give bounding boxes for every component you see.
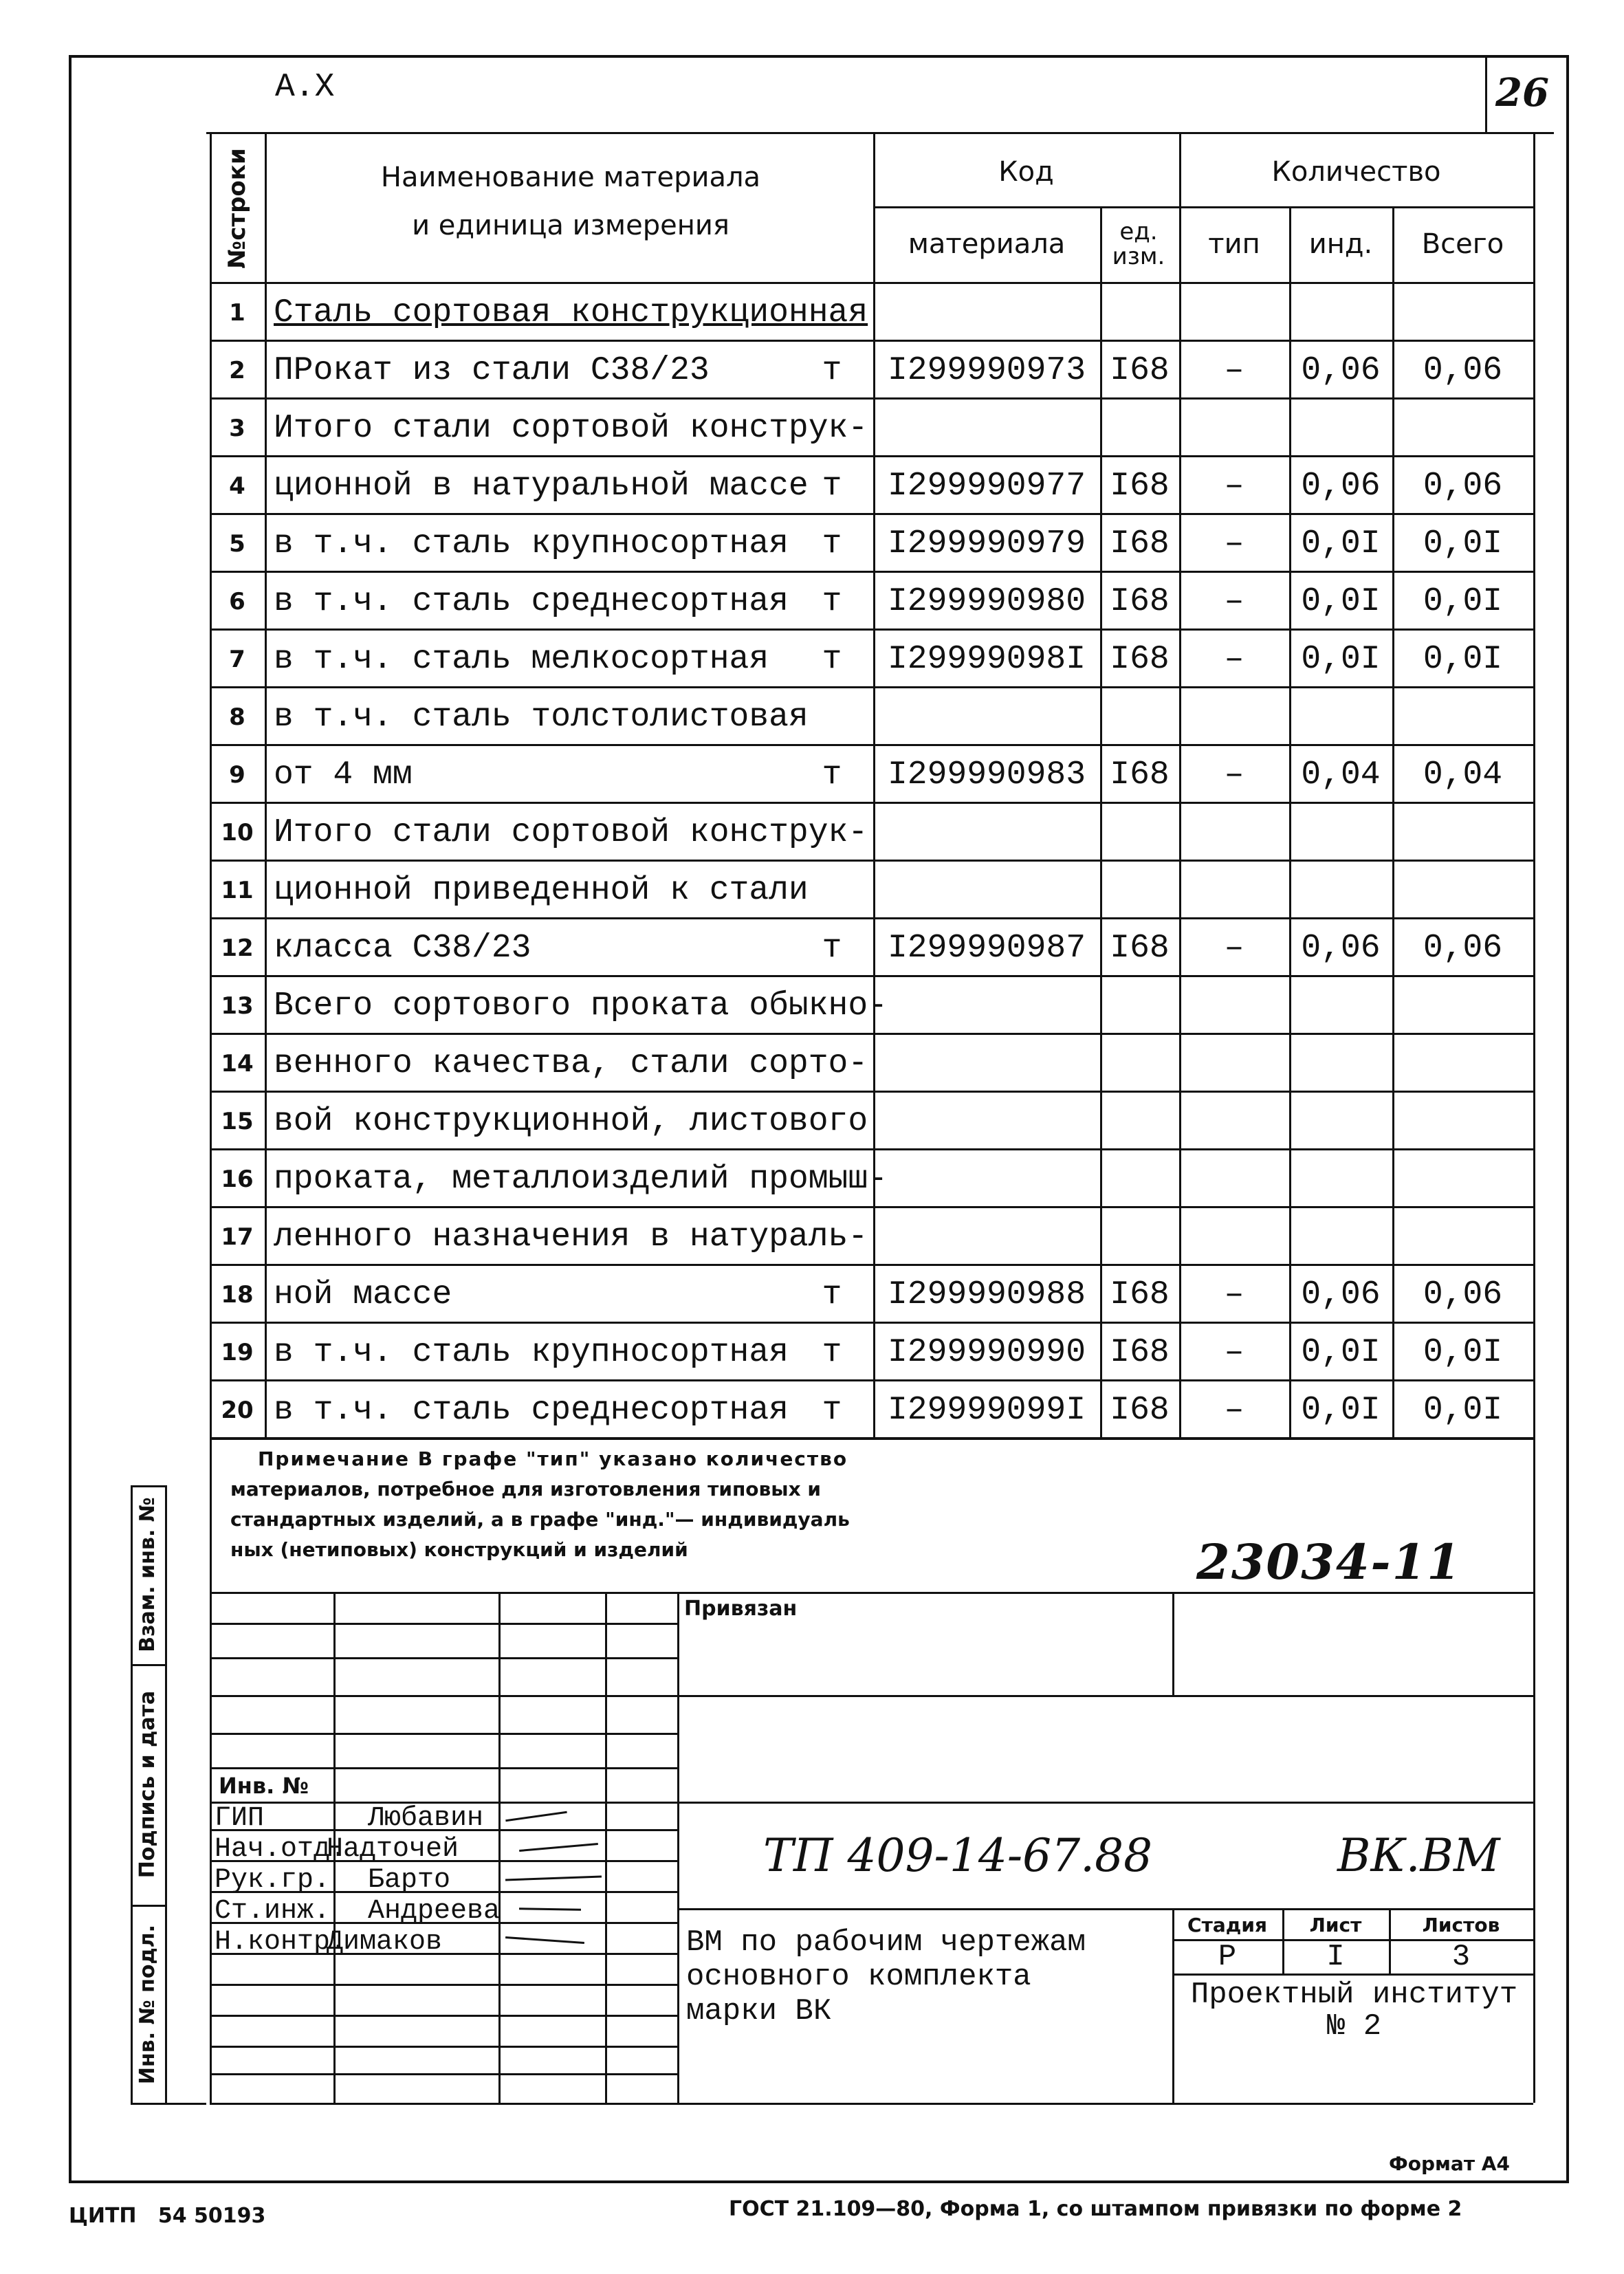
row-unit: т (822, 641, 842, 678)
row-divider (210, 571, 1533, 573)
row-unit: т (822, 525, 842, 562)
row-qty-type: – (1224, 641, 1244, 678)
stage-label: Стадия (1187, 1913, 1267, 1936)
row-unit-code: I68 (1110, 525, 1170, 562)
row-divider (210, 686, 1533, 688)
side-bottom-line (131, 2103, 206, 2105)
row-number: 18 (221, 1281, 254, 1309)
row-divider (210, 628, 1533, 631)
row-number: 15 (221, 1108, 254, 1135)
stamp-grid-line (210, 1733, 677, 1735)
row-qty-ind: 0,06 (1301, 1276, 1381, 1313)
col-line-1 (265, 132, 267, 1439)
row-material-name: Сталь сортовая конструкционная (274, 294, 868, 331)
side-label-vzam: Взам. инв. № (135, 1497, 160, 1652)
row-unit-code (1100, 1095, 1179, 1148)
row-qty-ind (1289, 1037, 1392, 1091)
row-divider (210, 1033, 1533, 1035)
row-unit (794, 979, 870, 1033)
stamp-grid-line (210, 2046, 677, 2048)
row-qty-type (1179, 979, 1289, 1033)
row-qty-type: – (1224, 1334, 1244, 1371)
row-unit: т (822, 1276, 842, 1313)
row-material-name: венного качества, стали сорто- (274, 1045, 868, 1082)
row-divider (210, 513, 1533, 515)
note-line-1: Примечание В графе "тип" указано количество (258, 1447, 848, 1470)
row-qty-type (1179, 1095, 1289, 1148)
stamp-right-line (1533, 1439, 1535, 2103)
row-qty-total: 0,06 (1423, 930, 1503, 967)
signer-name: Барто (368, 1865, 451, 1896)
row-unit-code (1100, 402, 1179, 455)
stamp-grid-line (210, 2073, 677, 2075)
row-unit: т (822, 583, 842, 620)
row-material-code (873, 806, 1100, 860)
row-number: 16 (221, 1166, 254, 1193)
row-material-code: I299990973 (887, 352, 1086, 389)
row-divider (210, 802, 1533, 804)
row-material-code: I29999099I (887, 1392, 1086, 1429)
row-qty-ind: 0,06 (1301, 352, 1381, 389)
row-unit: т (822, 1392, 842, 1429)
inv-no-label: Инв. № (219, 1773, 309, 1799)
row-qty-total: 0,0I (1423, 1334, 1503, 1371)
row-material-name: класса С38/23 (274, 930, 531, 967)
stamp-grid-line (210, 1767, 677, 1769)
header-qty-type: тип (1208, 228, 1260, 260)
row-divider (210, 744, 1533, 746)
document-code: А.Х (275, 69, 335, 106)
row-unit (794, 1152, 870, 1206)
organization (1177, 1979, 1531, 2042)
org-line-1: Проектный институт (1190, 1978, 1518, 2012)
row-unit-code: I68 (1110, 1334, 1170, 1371)
row-unit: т (822, 756, 842, 794)
row-material-code (873, 1037, 1100, 1091)
row-qty-type (1179, 286, 1289, 340)
row-qty-total (1392, 402, 1533, 455)
row-unit-code: I68 (1110, 1276, 1170, 1313)
page-number: 26 (1495, 70, 1549, 116)
row-number: 3 (229, 415, 245, 442)
row-unit (794, 1095, 870, 1148)
header-row-number: №строки (223, 148, 251, 269)
row-material-code (873, 979, 1100, 1033)
stamp-top-line (210, 1592, 1533, 1594)
row-unit (794, 1037, 870, 1091)
row-unit (794, 864, 870, 917)
row-divider (210, 1091, 1533, 1093)
row-qty-total (1392, 1210, 1533, 1264)
stamp-grid-line (210, 1984, 677, 1986)
row-number: 6 (229, 588, 245, 615)
row-divider (210, 1148, 1533, 1150)
row-unit-code (1100, 1037, 1179, 1091)
row-material-name: ционной приведенной к стали (274, 872, 809, 909)
note-line-3: стандартных изделий, а в графе "инд."— индивидуаль (230, 1508, 850, 1531)
note-line-4: ных (нетиповых) конструкций и изделий (230, 1538, 688, 1561)
row-unit-code: I68 (1110, 583, 1170, 620)
row-unit-code (1100, 286, 1179, 340)
row-qty-total (1392, 979, 1533, 1033)
sheet-value: I (1326, 1940, 1345, 1974)
row-divider (210, 860, 1533, 862)
row-material-name: в т.ч. сталь среднесортная (274, 1392, 789, 1429)
header-qty: Количество (1271, 156, 1441, 188)
row-qty-type (1179, 1037, 1289, 1091)
row-number: 4 (229, 472, 245, 500)
row-number: 17 (221, 1223, 254, 1251)
row-qty-type (1179, 806, 1289, 860)
row-material-name: в т.ч. сталь мелкосортная (274, 641, 769, 678)
row-qty-type (1179, 690, 1289, 744)
row-unit-code: I68 (1110, 641, 1170, 678)
row-unit-code (1100, 806, 1179, 860)
row-unit-code (1100, 979, 1179, 1033)
org-line-2: № 2 (1326, 2009, 1382, 2044)
row-material-name: в т.ч. сталь крупносортная (274, 1334, 789, 1371)
row-unit (794, 690, 870, 744)
row-number: 9 (229, 761, 245, 789)
row-material-code (873, 402, 1100, 455)
signer-role: Ст.инж. (215, 1896, 331, 1927)
row-qty-ind (1289, 979, 1392, 1033)
side-divider-1 (131, 1664, 165, 1666)
row-qty-ind: 0,0I (1301, 1334, 1381, 1371)
row-qty-type: – (1224, 930, 1244, 967)
row-material-code: I299990988 (887, 1276, 1086, 1313)
stamp-grid-line (210, 1623, 677, 1625)
signer-name: Димаков (327, 1927, 443, 1958)
row-qty-total (1392, 1152, 1533, 1206)
row-divider (210, 917, 1533, 919)
row-material-name: ленного назначения в натураль- (274, 1218, 868, 1256)
row-qty-total (1392, 864, 1533, 917)
header-code-unit: ед. изм. (1112, 218, 1165, 270)
row-unit (794, 286, 870, 340)
row-number: 20 (221, 1397, 254, 1424)
stage-value: Р (1218, 1940, 1237, 1974)
row-number: 13 (221, 992, 254, 1020)
row-qty-type (1179, 864, 1289, 917)
row-unit (794, 1210, 870, 1264)
header-name-line2: и единица измерения (412, 210, 729, 241)
header-code: Код (998, 156, 1054, 188)
row-unit (794, 806, 870, 860)
row-number: 1 (229, 299, 245, 327)
row-number: 8 (229, 703, 245, 731)
side-divider-2 (131, 1905, 165, 1907)
side-column-left (131, 1485, 133, 2104)
row-unit: т (822, 468, 842, 505)
signer-role: Н.контр. (215, 1927, 347, 1958)
row-material-code: I29999098I (887, 641, 1086, 678)
row-qty-total: 0,06 (1423, 352, 1503, 389)
row-material-name: вой конструкционной, листового (274, 1103, 868, 1140)
row-qty-type: – (1224, 756, 1244, 794)
stamp-grid-line (210, 1657, 677, 1659)
privyazan-label: Привязан (684, 1597, 798, 1621)
row-material-name: Всего сортового проката обыкно- (274, 987, 888, 1025)
row-unit-code: I68 (1110, 930, 1170, 967)
row-qty-total (1392, 1037, 1533, 1091)
row-unit-code: I68 (1110, 756, 1170, 794)
header-code-material: материала (908, 228, 1066, 260)
row-material-code (873, 1095, 1100, 1148)
row-material-code: I299990980 (887, 583, 1086, 620)
row-number: 14 (221, 1050, 254, 1078)
row-divider (210, 397, 1533, 400)
row-material-code (873, 286, 1100, 340)
stamp-col-b (498, 1592, 501, 2103)
stamp-col-e (1172, 1592, 1174, 1695)
signer-name: Любавин (368, 1803, 484, 1834)
stamp-col-d (677, 1592, 679, 2103)
row-qty-ind: 0,06 (1301, 468, 1381, 505)
row-material-name: от 4 мм (274, 756, 413, 794)
row-divider (210, 975, 1533, 977)
page-number-divider (1485, 56, 1487, 133)
signer-role: Нач.отд. (215, 1834, 347, 1865)
row-material-name: ционной в натуральной массе (274, 468, 809, 505)
row-qty-total (1392, 286, 1533, 340)
row-qty-total: 0,0I (1423, 1392, 1503, 1429)
footer-left: ЦИТП 54 50193 (69, 2204, 266, 2228)
row-unit: т (822, 1334, 842, 1371)
row-material-code: I299990987 (887, 930, 1086, 967)
header-qty-ind: инд. (1308, 228, 1373, 260)
row-divider (210, 1206, 1533, 1208)
row-material-name: ПРокат из стали С38/23 (274, 352, 710, 389)
sheets-value: 3 (1451, 1940, 1471, 1974)
row-unit-code: I68 (1110, 1392, 1170, 1429)
row-qty-total (1392, 690, 1533, 744)
title-line-1: ВМ по рабочим чертежам (686, 1925, 1086, 1960)
row-qty-total: 0,0I (1423, 583, 1503, 620)
row-divider (210, 340, 1533, 342)
row-unit: т (822, 352, 842, 389)
row-unit-code (1100, 1210, 1179, 1264)
stamp-col-c (605, 1592, 607, 2103)
row-qty-type: – (1224, 583, 1244, 620)
signer-name: Андреева (368, 1896, 501, 1927)
stamp-grid-line (210, 2015, 677, 2017)
row-unit-code: I68 (1110, 352, 1170, 389)
row-qty-ind: 0,0I (1301, 641, 1381, 678)
project-code: ТП 409-14-67.88 (763, 1829, 1153, 1882)
note-line-2: материалов, потребное для изготовления типовых и (230, 1478, 821, 1500)
sheet-label: Лист (1309, 1913, 1362, 1936)
stamp-bottom-line (210, 2103, 1533, 2105)
row-material-name: ной массе (274, 1276, 452, 1313)
row-unit-code (1100, 1152, 1179, 1206)
row-number: 12 (221, 934, 254, 962)
row-qty-type: – (1224, 525, 1244, 562)
row-qty-ind (1289, 402, 1392, 455)
row-qty-ind (1289, 1095, 1392, 1148)
drawing-mark: ВК.ВМ (1337, 1829, 1500, 1882)
row-material-name: в т.ч. сталь крупносортная (274, 525, 789, 562)
side-label-inv-podl: Инв. № подл. (135, 1924, 160, 2085)
row-material-code (873, 1210, 1100, 1264)
row-material-code (873, 690, 1100, 744)
row-qty-ind: 0,0I (1301, 1392, 1381, 1429)
row-qty-total: 0,0I (1423, 525, 1503, 562)
row-qty-type (1179, 1152, 1289, 1206)
row-divider (210, 1264, 1533, 1266)
row-qty-ind (1289, 806, 1392, 860)
header-name-line1: Наименование материала (380, 162, 761, 193)
row-material-name: в т.ч. сталь среднесортная (274, 583, 789, 620)
sheets-label: Листов (1422, 1913, 1500, 1936)
signer-role: ГИП (215, 1803, 265, 1834)
stamp-line-privyazan (677, 1695, 1533, 1697)
row-material-name: Итого стали сортовой конструк- (274, 410, 868, 447)
row-number: 19 (221, 1339, 254, 1366)
stamp-line-project (677, 1802, 1533, 1804)
row-unit-code (1100, 690, 1179, 744)
title-line-3: марки ВК (686, 1994, 832, 2029)
header-bottom-line (210, 282, 1533, 284)
row-material-code: I299990990 (887, 1334, 1086, 1371)
row-unit: т (822, 930, 842, 967)
header-qty-total: Всего (1421, 228, 1504, 260)
row-number: 5 (229, 530, 245, 558)
row-qty-type: – (1224, 468, 1244, 505)
row-qty-type: – (1224, 1276, 1244, 1313)
signer-name: Надточей (327, 1834, 459, 1865)
row-qty-type: – (1224, 1392, 1244, 1429)
row-unit-code (1100, 864, 1179, 917)
row-number: 2 (229, 357, 245, 384)
row-qty-total: 0,06 (1423, 468, 1503, 505)
row-number: 7 (229, 646, 245, 673)
row-material-name: Итого стали сортовой конструк- (274, 814, 868, 851)
row-qty-type: – (1224, 352, 1244, 389)
document-title (686, 1925, 1086, 2029)
row-unit-code: I68 (1110, 468, 1170, 505)
row-unit (794, 402, 870, 455)
row-number: 10 (221, 819, 254, 846)
table-right-line (1533, 132, 1535, 1439)
side-column-right (165, 1485, 167, 2104)
row-qty-ind (1289, 1210, 1392, 1264)
row-qty-ind: 0,0I (1301, 583, 1381, 620)
title-line-2: основного комплекта (686, 1960, 1031, 1994)
row-material-name: проката, металлоизделий промыш- (274, 1161, 888, 1198)
row-material-code: I299990977 (887, 468, 1086, 505)
row-qty-total (1392, 1095, 1533, 1148)
row-qty-total: 0,04 (1423, 756, 1503, 794)
handwritten-number: 23034-11 (1196, 1533, 1462, 1590)
row-divider (210, 455, 1533, 457)
row-divider (210, 1437, 1533, 1440)
footer-right: ГОСТ 21.109—80, Форма 1, со штампом привязки по форме 2 (729, 2197, 1462, 2221)
row-qty-ind (1289, 690, 1392, 744)
format-label: Формат А4 (1389, 2152, 1510, 2175)
row-material-name: в т.ч. сталь толстолистовая (274, 699, 809, 736)
row-material-code: I299990979 (887, 525, 1086, 562)
row-qty-ind: 0,06 (1301, 930, 1381, 967)
row-material-code (873, 864, 1100, 917)
side-label-podpis: Подпись и дата (135, 1690, 160, 1879)
row-qty-ind: 0,04 (1301, 756, 1381, 794)
row-qty-total: 0,0I (1423, 641, 1503, 678)
row-qty-total (1392, 806, 1533, 860)
row-divider (210, 1322, 1533, 1324)
signer-role: Рук.гр. (215, 1865, 331, 1896)
row-material-code: I299990983 (887, 756, 1086, 794)
row-divider (210, 1379, 1533, 1381)
note-block (230, 1444, 1262, 1565)
row-qty-type (1179, 402, 1289, 455)
stamp-grid-line (210, 1695, 677, 1697)
row-number: 11 (221, 877, 254, 904)
row-qty-ind (1289, 286, 1392, 340)
row-qty-ind: 0,0I (1301, 525, 1381, 562)
row-material-code (873, 1152, 1100, 1206)
row-qty-type (1179, 1210, 1289, 1264)
table-top-line (206, 132, 1554, 134)
row-qty-ind (1289, 1152, 1392, 1206)
row-qty-ind (1289, 864, 1392, 917)
stamp-left-line (210, 1439, 212, 2103)
row-qty-total: 0,06 (1423, 1276, 1503, 1313)
